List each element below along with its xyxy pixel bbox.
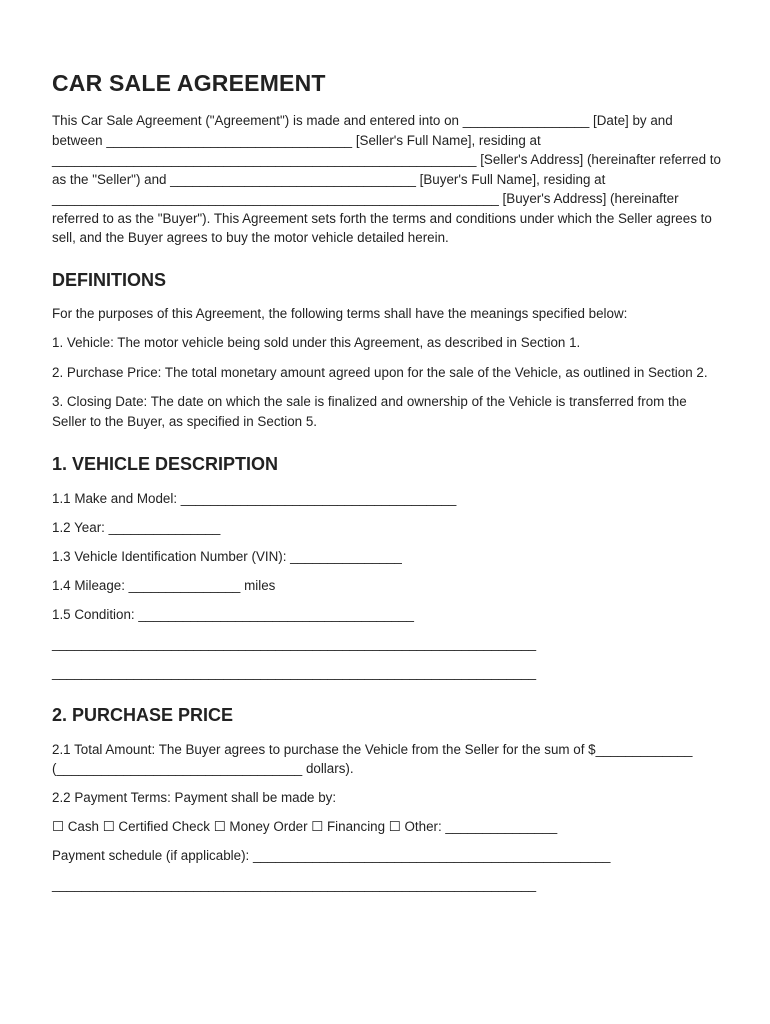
vehicle-description-heading: 1. VEHICLE DESCRIPTION	[52, 454, 279, 474]
definition-item: 2. Purchase Price: The total monetary amount agreed upon for the sale of the Vehicle, as outlined in Section 2.	[52, 364, 708, 380]
condition-line: 1.5 Condition: _____________________________________	[52, 607, 414, 622]
make-model-line: 1.1 Make and Model: _____________________________________	[52, 491, 457, 506]
year-line: 1.2 Year: _______________	[52, 520, 221, 535]
purchase-price-section	[52, 740, 722, 895]
payment-options-line: ☐ Cash ☐ Certified Check ☐ Money Order ☐ Financing ☐ Other: _______________	[52, 819, 558, 834]
mileage-line: 1.4 Mileage: _______________ miles	[52, 578, 276, 593]
vehicle-description-section	[52, 489, 722, 683]
vin-line: 1.3 Vehicle Identification Number (VIN): _______________	[52, 549, 402, 564]
definitions-lead: For the purposes of this Agreement, the following terms shall have the meanings specified below:	[52, 305, 628, 321]
intro-paragraph: This Car Sale Agreement ("Agreement") is made and entered into on _________________ [Date] by and between _________________________________ [Seller's Full Name], residing at _________________________________________________________ [Seller's Address] (hereinafter referred to as the "Seller") and _________________________________ [Buyer's Full Name], residing at ____________________________________________________________ [Buyer's Address] (hereinafter referred to as the "Buyer"). This Agreement sets forth the terms and conditions under which the Seller agrees to sell, and the Buyer agrees to buy the motor vehicle detailed herein.	[52, 113, 721, 245]
condition-blank-line: _________________________________________________________________	[52, 636, 537, 651]
definition-item: 3. Closing Date: The date on which the sale is finalized and ownership of the Vehicle is transferred from the Seller to the Buyer, as specified in Section 5.	[52, 394, 687, 429]
document-page	[52, 70, 722, 895]
payment-schedule-line: Payment schedule (if applicable): ________________________________________________	[52, 848, 611, 863]
payment-blank-line: _________________________________________________________________	[52, 877, 537, 892]
condition-blank-line: _________________________________________________________________	[52, 665, 537, 680]
definition-item: 1. Vehicle: The motor vehicle being sold under this Agreement, as described in Section 1.	[52, 335, 581, 350]
purchase-price-heading: 2. PURCHASE PRICE	[52, 704, 234, 725]
definitions-heading: DEFINITIONS	[52, 269, 167, 290]
total-amount-line: 2.1 Total Amount: The Buyer agrees to purchase the Vehicle from the Seller for the sum of $_____________ (_________________________________ dollars).	[52, 741, 693, 776]
definitions-section	[52, 304, 722, 432]
document-title: CAR SALE AGREEMENT	[52, 70, 326, 96]
payment-terms-line: 2.2 Payment Terms: Payment shall be made by:	[52, 790, 337, 805]
